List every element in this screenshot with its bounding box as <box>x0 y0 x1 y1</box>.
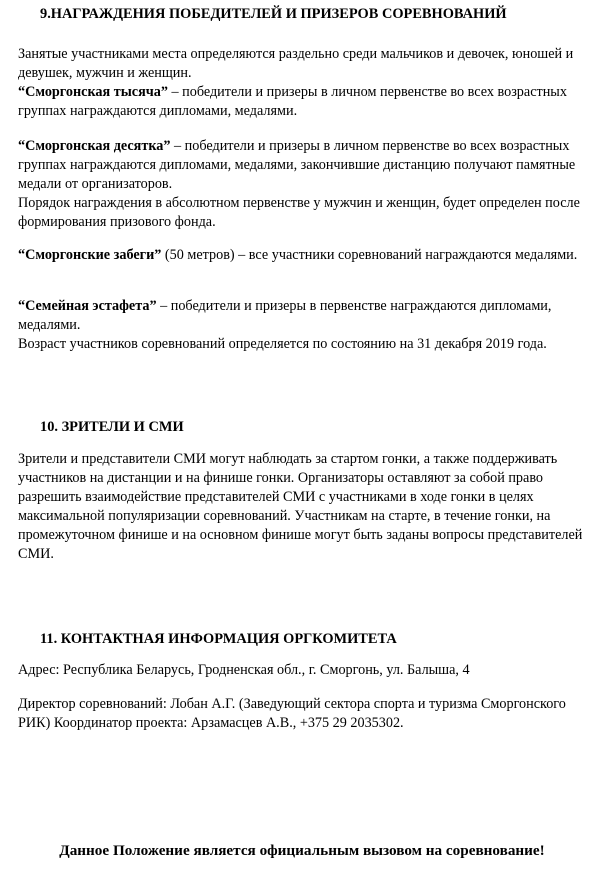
relay-title: “Семейная эстафета” <box>18 298 157 314</box>
absolute-ranking-text: Порядок награждения в абсолютном первенстве у мужчин и женщин, будет определен после формирования призового фонда. <box>18 195 580 230</box>
age-text: Возраст участников соревнований определяется по состоянию на 31 декабря 2019 года. <box>18 336 547 352</box>
ten-title: “Сморгонская десятка” <box>18 138 171 154</box>
ten-paragraph <box>18 137 596 232</box>
relay-paragraph <box>18 297 596 354</box>
races-text: (50 метров) – все участники соревнований награждаются медалями. <box>161 247 578 263</box>
awards-intro-paragraph <box>18 45 596 121</box>
relay-text: – победители и призеры в первенстве награждаются дипломами, медалями. <box>18 298 552 333</box>
section-11-heading: 11. КОНТАКТНАЯ ИНФОРМАЦИЯ ОРГКОМИТЕТА <box>40 631 397 647</box>
ten-text: – победители и призеры в личном первенстве во всех возрастных группах награждаются дипломами, медалями, закончившие дистанцию получают памятные медали от организаторов. <box>18 138 576 192</box>
awards-intro-text: Занятые участниками места определяются раздельно среди мальчиков и девочек, юношей и девушек, мужчин и женщин. <box>18 46 574 81</box>
contacts-paragraph: Директор соревнований: Лобан А.Г. (Заведующий сектора спорта и туризма Сморгонского РИК) Координатор проекта: Арзамасцев А.В., +375 29 2035302. <box>18 696 566 731</box>
official-challenge-note: Данное Положение является официальным вызовом на соревнование! <box>59 842 545 859</box>
address-paragraph: Адрес: Республика Беларусь, Гродненская обл., г. Сморгонь, ул. Балыша, 4 <box>18 662 470 678</box>
races-paragraph <box>18 246 596 265</box>
thousand-title: “Сморгонская тысяча” <box>18 84 168 100</box>
section-10-heading: 10. ЗРИТЕЛИ И СМИ <box>40 419 184 435</box>
section-9-heading: 9.НАГРАЖДЕНИЯ ПОБЕДИТЕЛЕЙ И ПРИЗЕРОВ СОРЕВНОВАНИЙ <box>40 6 507 22</box>
thousand-text: – победители и призеры в личном первенстве во всех возрастных группах награждаются дипломами, медалями. <box>18 84 567 119</box>
races-title: “Сморгонские забеги” <box>18 247 162 263</box>
spectators-media-paragraph: Зрители и представители СМИ могут наблюдать за стартом гонки, а также поддерживать участников на дистанции и на финише гонки. Организаторы оставляют за собой право разрешить взаимодействие представителей СМИ с участниками в ходе гонки в целях максимальной популяризации соревнований. Участникам на старте, в течение гонки, на промежуточном финише и на основном финише могут быть заданы вопросы представителей СМИ. <box>18 451 583 562</box>
